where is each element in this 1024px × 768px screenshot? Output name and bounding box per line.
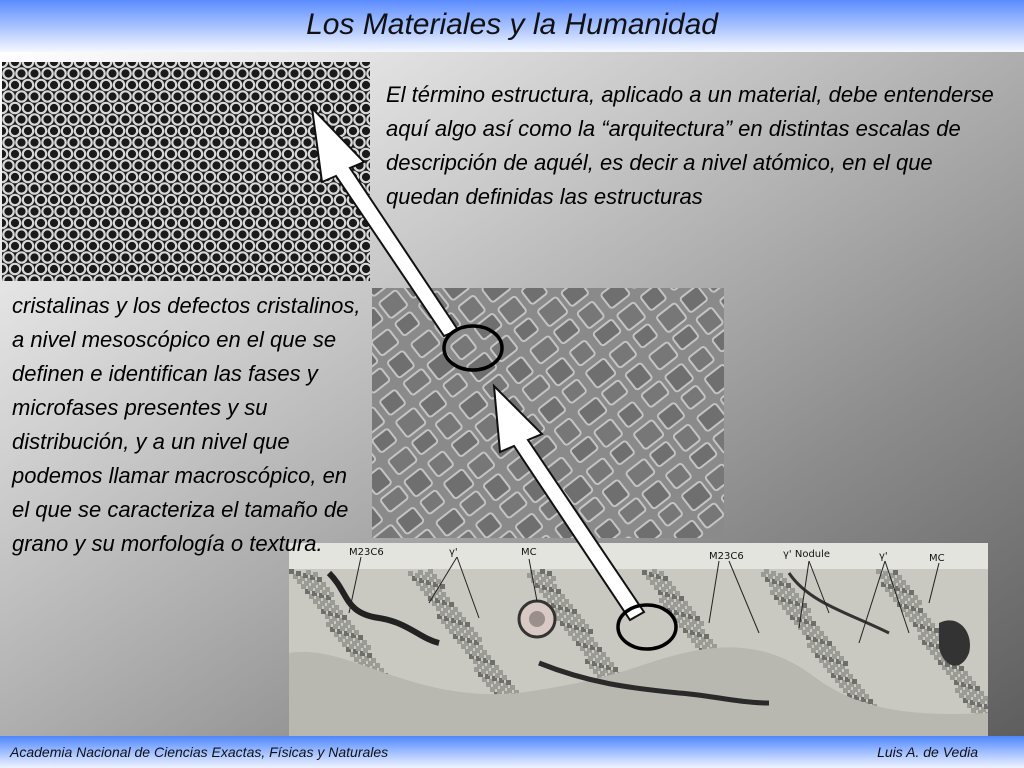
label-m23c6-right: M23C6: [709, 551, 744, 562]
label-m23c6-left: M23C6: [349, 547, 384, 558]
highlight-circle-macro: [618, 605, 676, 649]
label-gamma-prime-right: γ': [879, 551, 888, 562]
label-gamma-prime-left: γ': [449, 547, 458, 558]
paragraph-mesoscopic-macroscopic: cristalinas y los defectos cristalinos, a nivel mesoscópico en el que se definen e identifican las fases y microfases presentes y su distribución, y a un nivel que podemos llamar macroscópico, en el que se caracteriza el tamaño de grano y su morfología o textura.: [12, 293, 361, 556]
label-nodule: γ' Nodule: [783, 549, 831, 560]
footer-author: Luis A. de Vedia: [877, 744, 978, 760]
label-mc-right: MC: [929, 553, 945, 564]
slide-title: Los Materiales y la Humanidad: [306, 8, 718, 41]
paragraph-atomic: El término estructura, aplicado a un material, debe entenderse aquí algo así como la “arquitectura” en distintas escalas de descripción de aquél, es decir a nivel atómico, en el que quedan definidas las estructuras: [386, 82, 994, 209]
highlight-circle-meso: [444, 326, 502, 370]
footer-institution: Academia Nacional de Ciencias Exactas, Físicas y Naturales: [10, 744, 389, 760]
label-mc-left: MC: [521, 547, 537, 558]
arrow-to-mesoscopic: [494, 386, 644, 620]
arrow-to-atomic: [312, 108, 458, 336]
